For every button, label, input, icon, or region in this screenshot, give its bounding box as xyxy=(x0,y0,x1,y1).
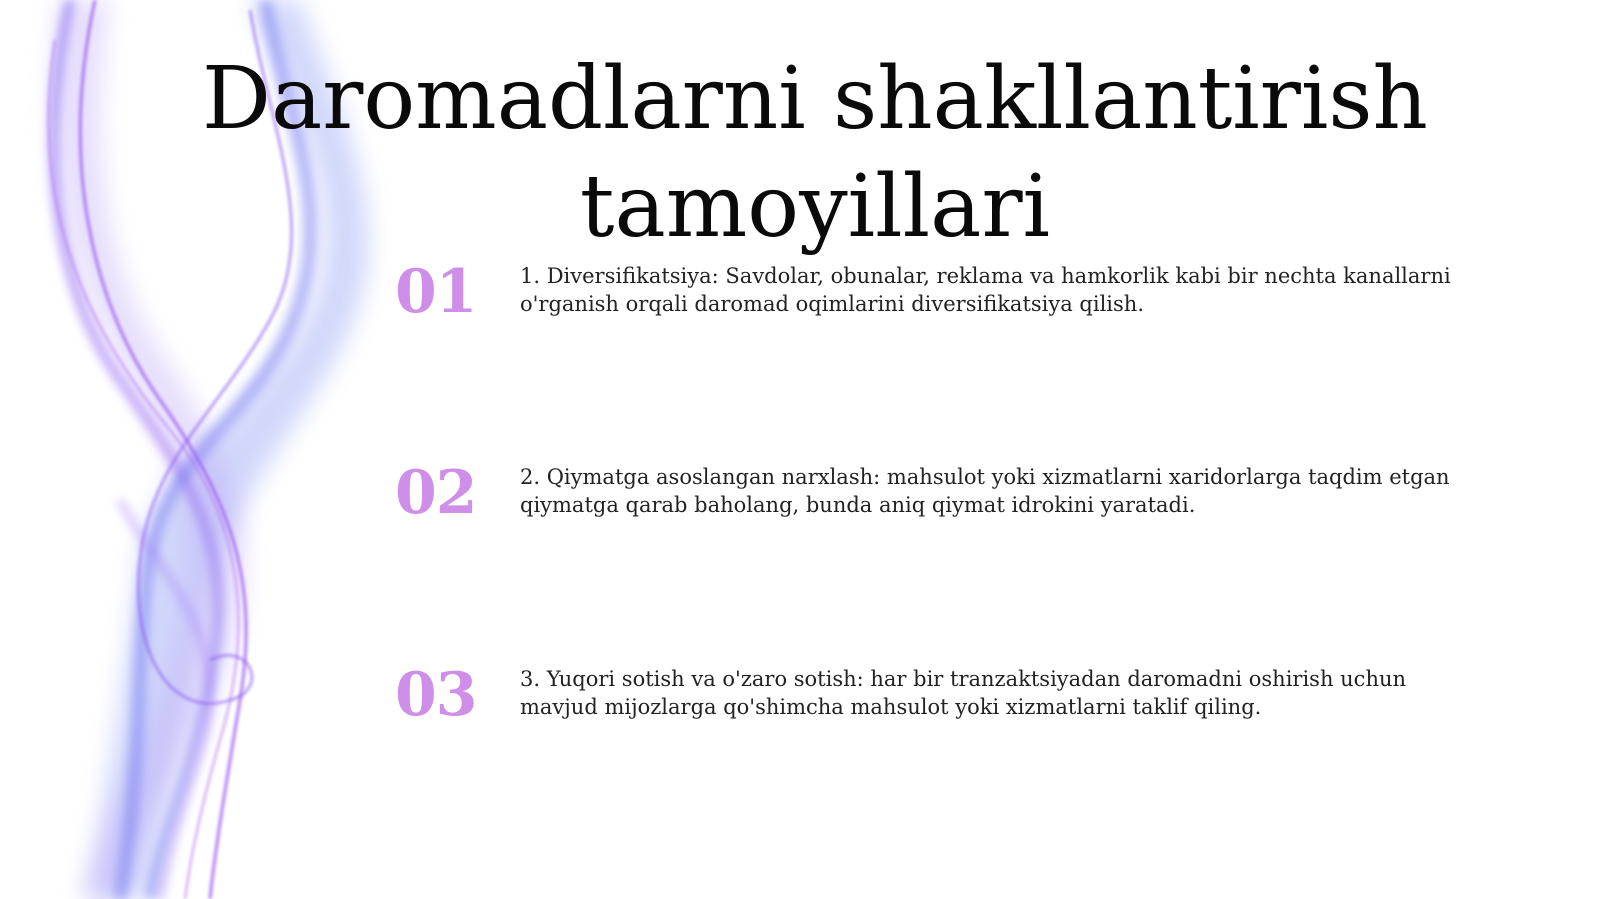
item-number: 01 xyxy=(395,257,477,327)
item-text: 2. Qiymatga asoslangan narxlash: mahsulot yoki xizmatlarni xaridorlarga taqdim etgan qiymatga qarab baholang, bunda aniq qiymat idrokini yaratadi. xyxy=(520,465,1450,517)
item-text: 3. Yuqori sotish va o'zaro sotish: har bir tranzaktsiyadan daromadni oshirish uchun mavjud mijozlarga qo'shimcha mahsulot yoki xizmatlarni taklif qiling. xyxy=(520,667,1407,719)
item-text: 1. Diversifikatsiya: Savdolar, obunalar, reklama va hamkorlik kabi bir nechta kanallarni o'rganish orqali daromad oqimlarini diversifikatsiya qilish. xyxy=(520,264,1451,316)
item-number: 03 xyxy=(395,660,477,730)
principle-item xyxy=(395,257,1485,352)
principle-item xyxy=(395,458,1485,553)
principle-item xyxy=(395,660,1485,755)
slide-title: Daromadlarni shakllantirish tamoyillari xyxy=(202,49,1428,257)
item-number: 02 xyxy=(395,458,477,528)
